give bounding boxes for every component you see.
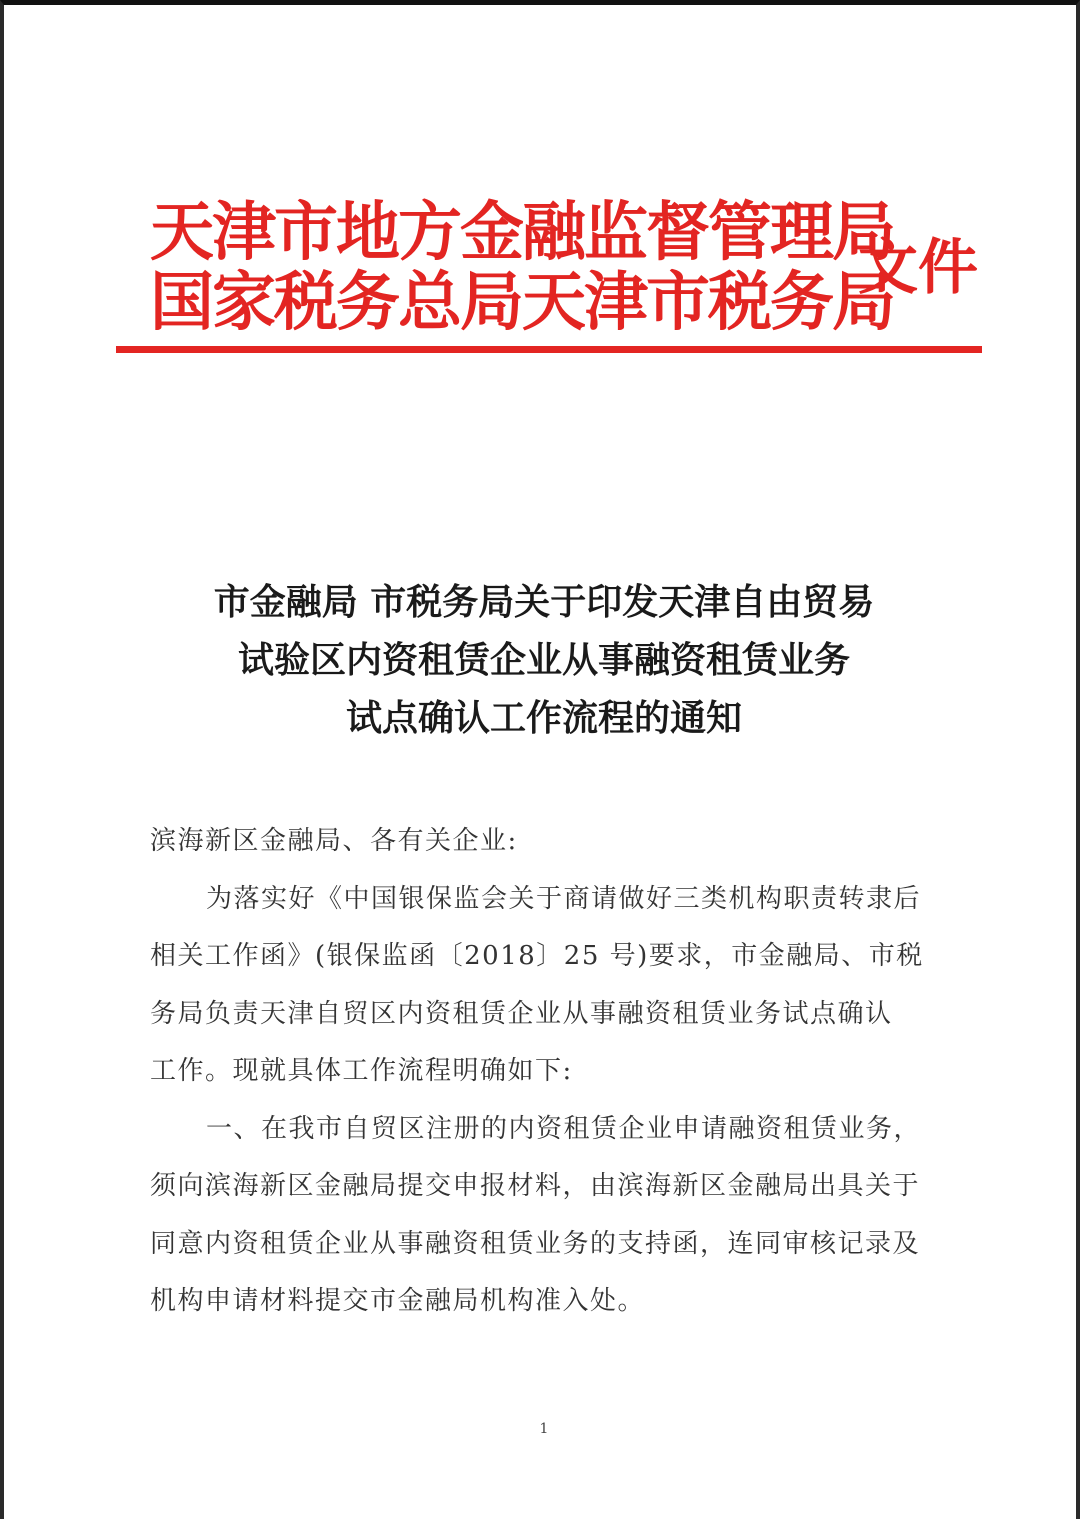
body-line: 相关工作函》(银保监函〔2018〕25 号)要求，市金融局、市税 [150,941,924,971]
title-line-2: 试验区内资租赁企业从事融资租赁业务 [237,639,850,681]
title-line-3: 试点确认工作流程的通知 [345,697,742,739]
salutation: 滨海新区金融局、各有关企业: [150,826,518,856]
body-line: 工作。现就具体工作流程明确如下: [150,1056,573,1086]
body-line: 同意内资租赁企业从事融资租赁业务的支持函，连同审核记录及 [150,1228,921,1259]
issuer-line-2: 国家税务总局天津市税务局 [150,265,894,340]
page-number: 1 [539,1421,549,1437]
document-title [104,573,984,747]
document-type-label: 文件 [858,233,978,303]
title-line-1: 市金融局 市税务局关于印发天津自由贸易 [213,581,875,623]
body-line: 机构申请材料提交市金融局机构准入处。 [150,1286,646,1316]
header-divider [116,346,982,353]
body-line: 为落实好《中国银保监会关于商请做好三类机构职责转隶后 [206,883,922,914]
body-line: 一、在我市自贸区注册的内资租赁企业申请融资租赁业务， [206,1113,922,1144]
issuer-line-1: 天津市地方金融监督管理局 [150,195,894,270]
red-header [150,197,990,347]
document-body [150,813,950,1331]
body-line: 务局负责天津自贸区内资租赁企业从事融资租赁业务试点确认 [150,998,893,1029]
body-line: 须向滨海新区金融局提交申报材料，由滨海新区金融局出具关于 [150,1171,921,1201]
